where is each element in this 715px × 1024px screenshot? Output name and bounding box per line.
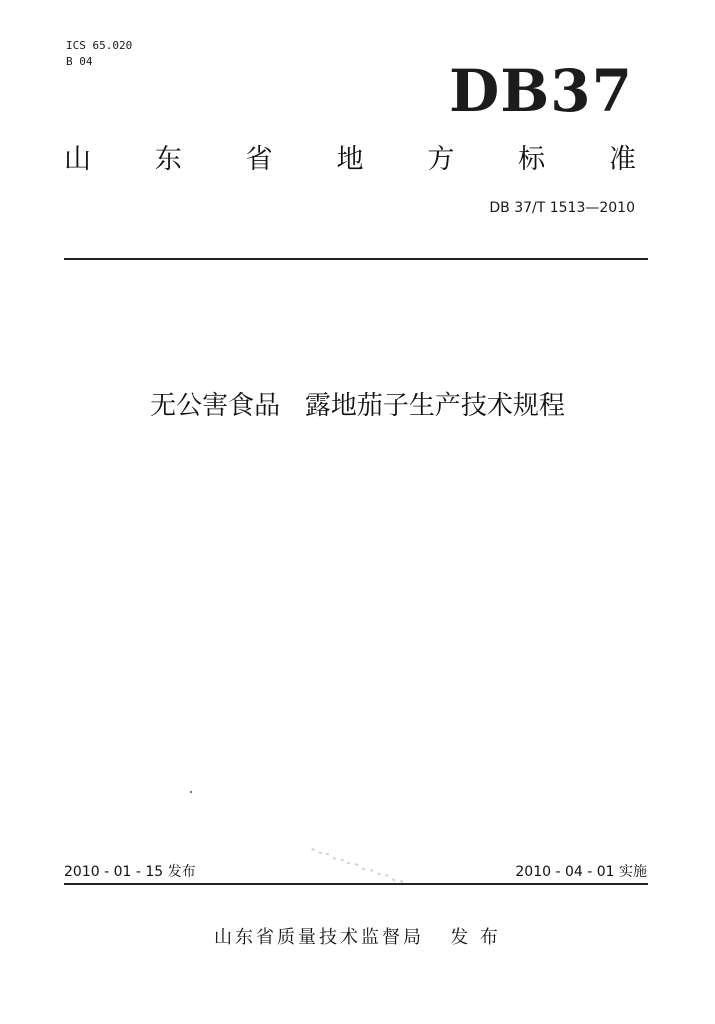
standard-type-char: 准 — [608, 144, 636, 175]
scan-speck — [190, 791, 192, 793]
standard-type-char: 标 — [518, 144, 546, 175]
standard-type-heading — [64, 140, 636, 180]
standard-number: DB 37/T 1513—2010 — [489, 200, 635, 216]
standard-type-char: 山 — [64, 144, 91, 175]
issuing-authority: 山东省质量技术监督局 发 布 — [214, 927, 501, 948]
footer-divider — [64, 883, 648, 885]
standard-type-char: 省 — [245, 144, 273, 175]
standard-type-char: 地 — [336, 144, 364, 175]
ccs-code: B 04 — [66, 55, 93, 68]
standard-type-char: 方 — [427, 144, 455, 175]
classification-codes — [66, 38, 132, 70]
issue-date: 2010 - 01 - 15 发布 — [64, 864, 196, 880]
document-title: 无公害食品 露地茄子生产技术规程 — [150, 391, 565, 421]
standard-type-char: 东 — [154, 144, 182, 175]
implementation-date: 2010 - 04 - 01 实施 — [515, 864, 647, 880]
header-divider — [64, 258, 648, 260]
ics-code: ICS 65.020 — [66, 39, 133, 52]
db37-logo: DB37 — [448, 57, 633, 125]
